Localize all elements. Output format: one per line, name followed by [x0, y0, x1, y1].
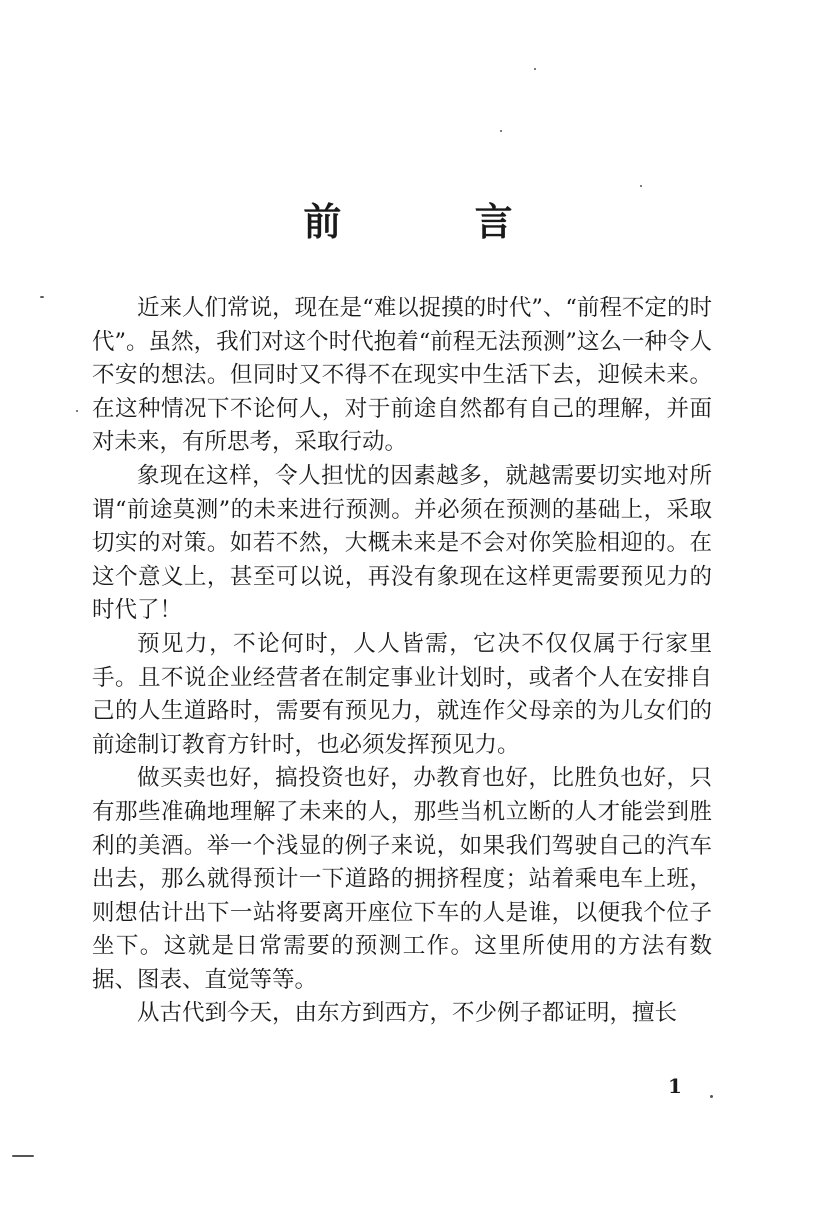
scan-speck	[12, 1155, 34, 1157]
page-number: 1	[668, 1074, 682, 1098]
scan-speck	[76, 410, 78, 412]
paragraph: 做买卖也好，搞投资也好，办教育也好，比胜负也好，只有那些准确地理解了未来的人，那些当机立断的人才能尝到胜利的美酒。举一个浅显的例子来说，如果我们驾驶自己的汽车出去，那么就得预计一下道路的拥挤程度；站着乘电车上班，则想估计出下一站将要离开座位下车的人是谁，以便我个位子坐下。这就是日常需要的预测工作。这里所使用的方法有数据、图表、直觉等等。	[92, 765, 712, 993]
scan-speck	[640, 185, 642, 187]
paragraph: 象现在这样，令人担忧的因素越多，就越需要切实地对所谓“前途莫测”的未来进行预测。并必须在预测的基础上，采取切实的对策。如若不然，大概未来是不会对你笑脸相迎的。在这个意义上，甚至可以说，再没有象现在这样更需要预见力的时代了！	[92, 462, 712, 624]
scan-speck	[710, 1095, 713, 1098]
scan-speck	[40, 296, 44, 298]
scan-speck	[534, 68, 536, 70]
paragraph: 预见力，不论何时，人人皆需，它决不仅仅属于行家里手。且不说企业经营者在制定事业计划时，或者个人在安排自己的人生道路时，需要有预见力，就连作父母亲的为儿女们的前途制订教育方针时，也必须发挥预见力。	[92, 630, 712, 758]
page-title: 前 言	[303, 200, 573, 244]
scan-speck	[500, 130, 502, 132]
paragraph: 从古代到今天，由东方到西方，不少例子都证明，擅长	[137, 1000, 678, 1027]
body-text	[92, 292, 712, 1031]
paragraph: 近来人们常说，现在是“难以捉摸的时代”、“前程不定的时代”。虽然，我们对这个时代抱着“前程无法预测”这么一种令人不安的想法。但同时又不得不在现实中生活下去，迎候未来。在这种情况下不论何人，对于前途自然都有自己的理解，并面对未来，有所思考，采取行动。	[92, 295, 712, 456]
